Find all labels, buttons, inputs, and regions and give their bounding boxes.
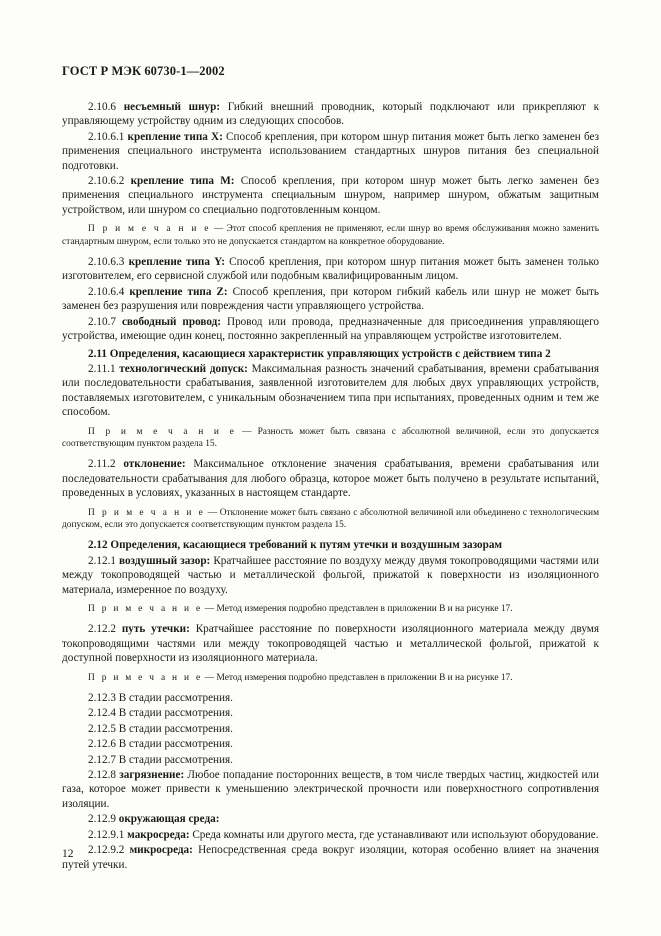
note-text: — Разность может быть связана с абсолютной величиной, если это допускается соответствующим пунктом раздела 15. xyxy=(62,426,599,449)
defined-term: окружающая среда: xyxy=(118,813,220,826)
defined-term: крепление типа X: xyxy=(127,130,223,143)
note-text: — Метод измерения подробно представлен в приложении B и на рисунке 17. xyxy=(202,672,513,683)
note-text: — Отклонение может быть связано с абсолютной величиной или объединено с технологическим допуском, если это допускается соответствующим пунктом раздела 15. xyxy=(62,507,599,530)
note-label: П р и м е ч а н и е xyxy=(88,507,206,518)
document-body xyxy=(62,100,599,873)
clause-text: Непосредственная среда вокруг изоляции, которая особенно влияет на значения путей утечки. xyxy=(62,844,600,871)
clause-text: В стадии рассмотрения. xyxy=(115,738,233,751)
clause-paragraph xyxy=(62,812,599,826)
note-text: — Метод измерения подробно представлен в приложении B и на рисунке 17. xyxy=(202,604,513,614)
clause-text: Среда комнаты или другого места, где устанавливают или используют оборудование. xyxy=(189,828,599,841)
clause-paragraph xyxy=(62,768,599,811)
section-heading: 2.12 Определения, касающиеся требований к путям утечки и воздушным зазорам xyxy=(88,539,503,552)
clause-paragraph xyxy=(62,285,599,314)
clause-paragraph xyxy=(62,554,599,597)
note-label: П р и м е ч а н и е xyxy=(88,426,237,437)
clause-paragraph xyxy=(62,622,599,665)
clause-number: 2.12.4 xyxy=(88,707,116,720)
defined-term: технологический допуск: xyxy=(119,362,248,375)
document-header: ГОСТ Р МЭК 60730-1—2002 xyxy=(62,64,225,78)
clause-paragraph xyxy=(62,828,599,842)
clause-paragraph xyxy=(62,174,599,217)
clause-paragraph xyxy=(62,457,599,500)
clause-number: 2.12.8 xyxy=(88,769,116,782)
note-label: П р и м е ч а н и е xyxy=(88,604,203,614)
defined-term: воздушный зазор: xyxy=(119,554,211,567)
clause-number: 2.12.1 xyxy=(88,554,116,567)
defined-term: крепление типа M: xyxy=(130,175,235,188)
section-heading: 2.11 Определения, касающиеся характеристик управляющих устройств с действием типа 2 xyxy=(88,347,551,360)
clause-paragraph xyxy=(62,362,599,420)
clause-text: Провод или провода, предназначенные для присоединения управляющего устройства, имеющие один конец, постоянно закрепленный на управляющем устройстве изготовителем. xyxy=(62,315,600,343)
clause-text: Способ крепления, при котором шнур питания может быть заменен только изготовителем, его сервисной службой или подобным квалифицированным лицом. xyxy=(62,256,600,283)
clause-number: 2.12.7 xyxy=(88,753,116,766)
clause-text: Любое попадание посторонних веществ, в том числе твердых частиц, жидкостей или газа, которое может привести к уменьшению электрической прочности или поверхностного сопротивления изоляции. xyxy=(62,769,599,810)
clause-text: В стадии рассмотрения. xyxy=(115,707,233,720)
clause-text: В стадии рассмотрения. xyxy=(115,692,233,705)
note xyxy=(62,507,599,532)
clause-number: 2.11.1 xyxy=(88,362,116,375)
clause-number: 2.12.9.1 xyxy=(88,828,125,841)
clause-number: 2.10.6.1 xyxy=(88,130,125,143)
clause-paragraph xyxy=(62,130,599,173)
clause-paragraph xyxy=(62,706,599,720)
clause-number: 2.12.3 xyxy=(88,692,116,705)
clause-number: 2.10.6.2 xyxy=(88,175,125,188)
defined-term: несъемный шнур: xyxy=(123,101,221,113)
clause-text: Гибкий внешний проводник, который подключают или прикрепляют к управляющему устройству одним из следующих способов. xyxy=(62,101,600,128)
defined-term: крепление типа Y: xyxy=(128,256,225,269)
clause-number: 2.12.9 xyxy=(88,813,116,826)
clause-paragraph xyxy=(62,737,599,751)
defined-term: макросреда: xyxy=(127,828,190,841)
clause-text: Максимальное отклонение значения срабатывания, времени срабатывания или последовательности срабатывания для любого образца, которое может быть получено в результате испытаний, проведенных в условиях, указанных в настоящем стандарте. xyxy=(62,458,599,500)
clause-number: 2.10.6.4 xyxy=(88,285,125,298)
note-label: П р и м е ч а н и е xyxy=(88,672,203,683)
clause-text: Способ крепления, при котором шнур питания может быть легко заменен без применения специального инструмента использованием стандартных шнуров питания без специальной подготовки. xyxy=(62,130,600,172)
clause-text: Кратчайшее расстояние по воздуху между двумя токопроводящими частями или между токопроводящей частью и металлической фольгой, прижатой к поверхности из изоляционного материала, измеренное по воздуху. xyxy=(62,554,599,596)
note xyxy=(62,223,599,248)
page-number: 12 xyxy=(62,848,74,860)
defined-term: загрязнение: xyxy=(119,769,185,782)
clause-paragraph xyxy=(62,315,599,344)
defined-term: свободный провод: xyxy=(121,315,222,328)
clause-paragraph xyxy=(62,255,599,284)
clause-text: Способ крепления, при котором гибкий кабель или шнур не может быть заменен без разрушения или повреждения части управляющего устройства. xyxy=(62,285,599,313)
clause-text: Способ крепления, при котором шнур может быть легко заменен без применения специального инструмента специальным шнуром, например шнуром, обжатым защитным устройством, или шнуром со специально подготовленным концом. xyxy=(62,175,599,216)
clause-paragraph xyxy=(62,691,599,705)
clause-paragraph xyxy=(62,843,599,872)
defined-term: микросреда: xyxy=(129,844,193,857)
defined-term: отклонение: xyxy=(123,458,186,471)
note xyxy=(62,672,599,684)
clause-number: 2.10.6 xyxy=(88,101,116,113)
note-label: П р и м е ч а н и е xyxy=(88,224,211,235)
clause-paragraph xyxy=(62,100,599,129)
clause-number: 2.11.2 xyxy=(88,458,116,471)
defined-term: путь утечки: xyxy=(121,623,190,636)
clause-number: 2.12.2 xyxy=(88,623,116,636)
clause-number: 2.12.6 xyxy=(88,738,116,751)
clause-text: В стадии рассмотрения. xyxy=(115,753,233,766)
clause-text: Кратчайшее расстояние по поверхности изоляционного материала между двумя токопроводящими частями или между токопроводящей частью и металлической фольгой, прижатой к доступной поверхности из изоляционного материала. xyxy=(62,623,599,665)
note-text: — Этот способ крепления не применяют, если шнур во время обслуживания можно заменить стандартным шнуром, если только это не допускается стандартом на конкретное оборудование. xyxy=(62,224,599,247)
clause-text: Максимальная разность значений срабатывания, времени срабатывания или последовательности срабатывания, заявленной изготовителем для любых двух управляющих устройств, поставляемых изготовителем, с уникальным обозначением типа при испытаниях, проведенных одним и тем же способом. xyxy=(62,362,600,419)
clause-number: 2.12.9.2 xyxy=(88,844,125,857)
note xyxy=(62,603,599,615)
clause-number: 2.12.5 xyxy=(88,722,116,735)
note xyxy=(62,426,599,451)
clause-number: 2.10.7 xyxy=(88,315,116,328)
clause-text: В стадии рассмотрения. xyxy=(115,722,233,735)
defined-term: крепление типа Z: xyxy=(129,285,228,298)
clause-paragraph xyxy=(62,722,599,736)
clause-number: 2.10.6.3 xyxy=(88,256,125,269)
clause-paragraph xyxy=(62,753,599,767)
